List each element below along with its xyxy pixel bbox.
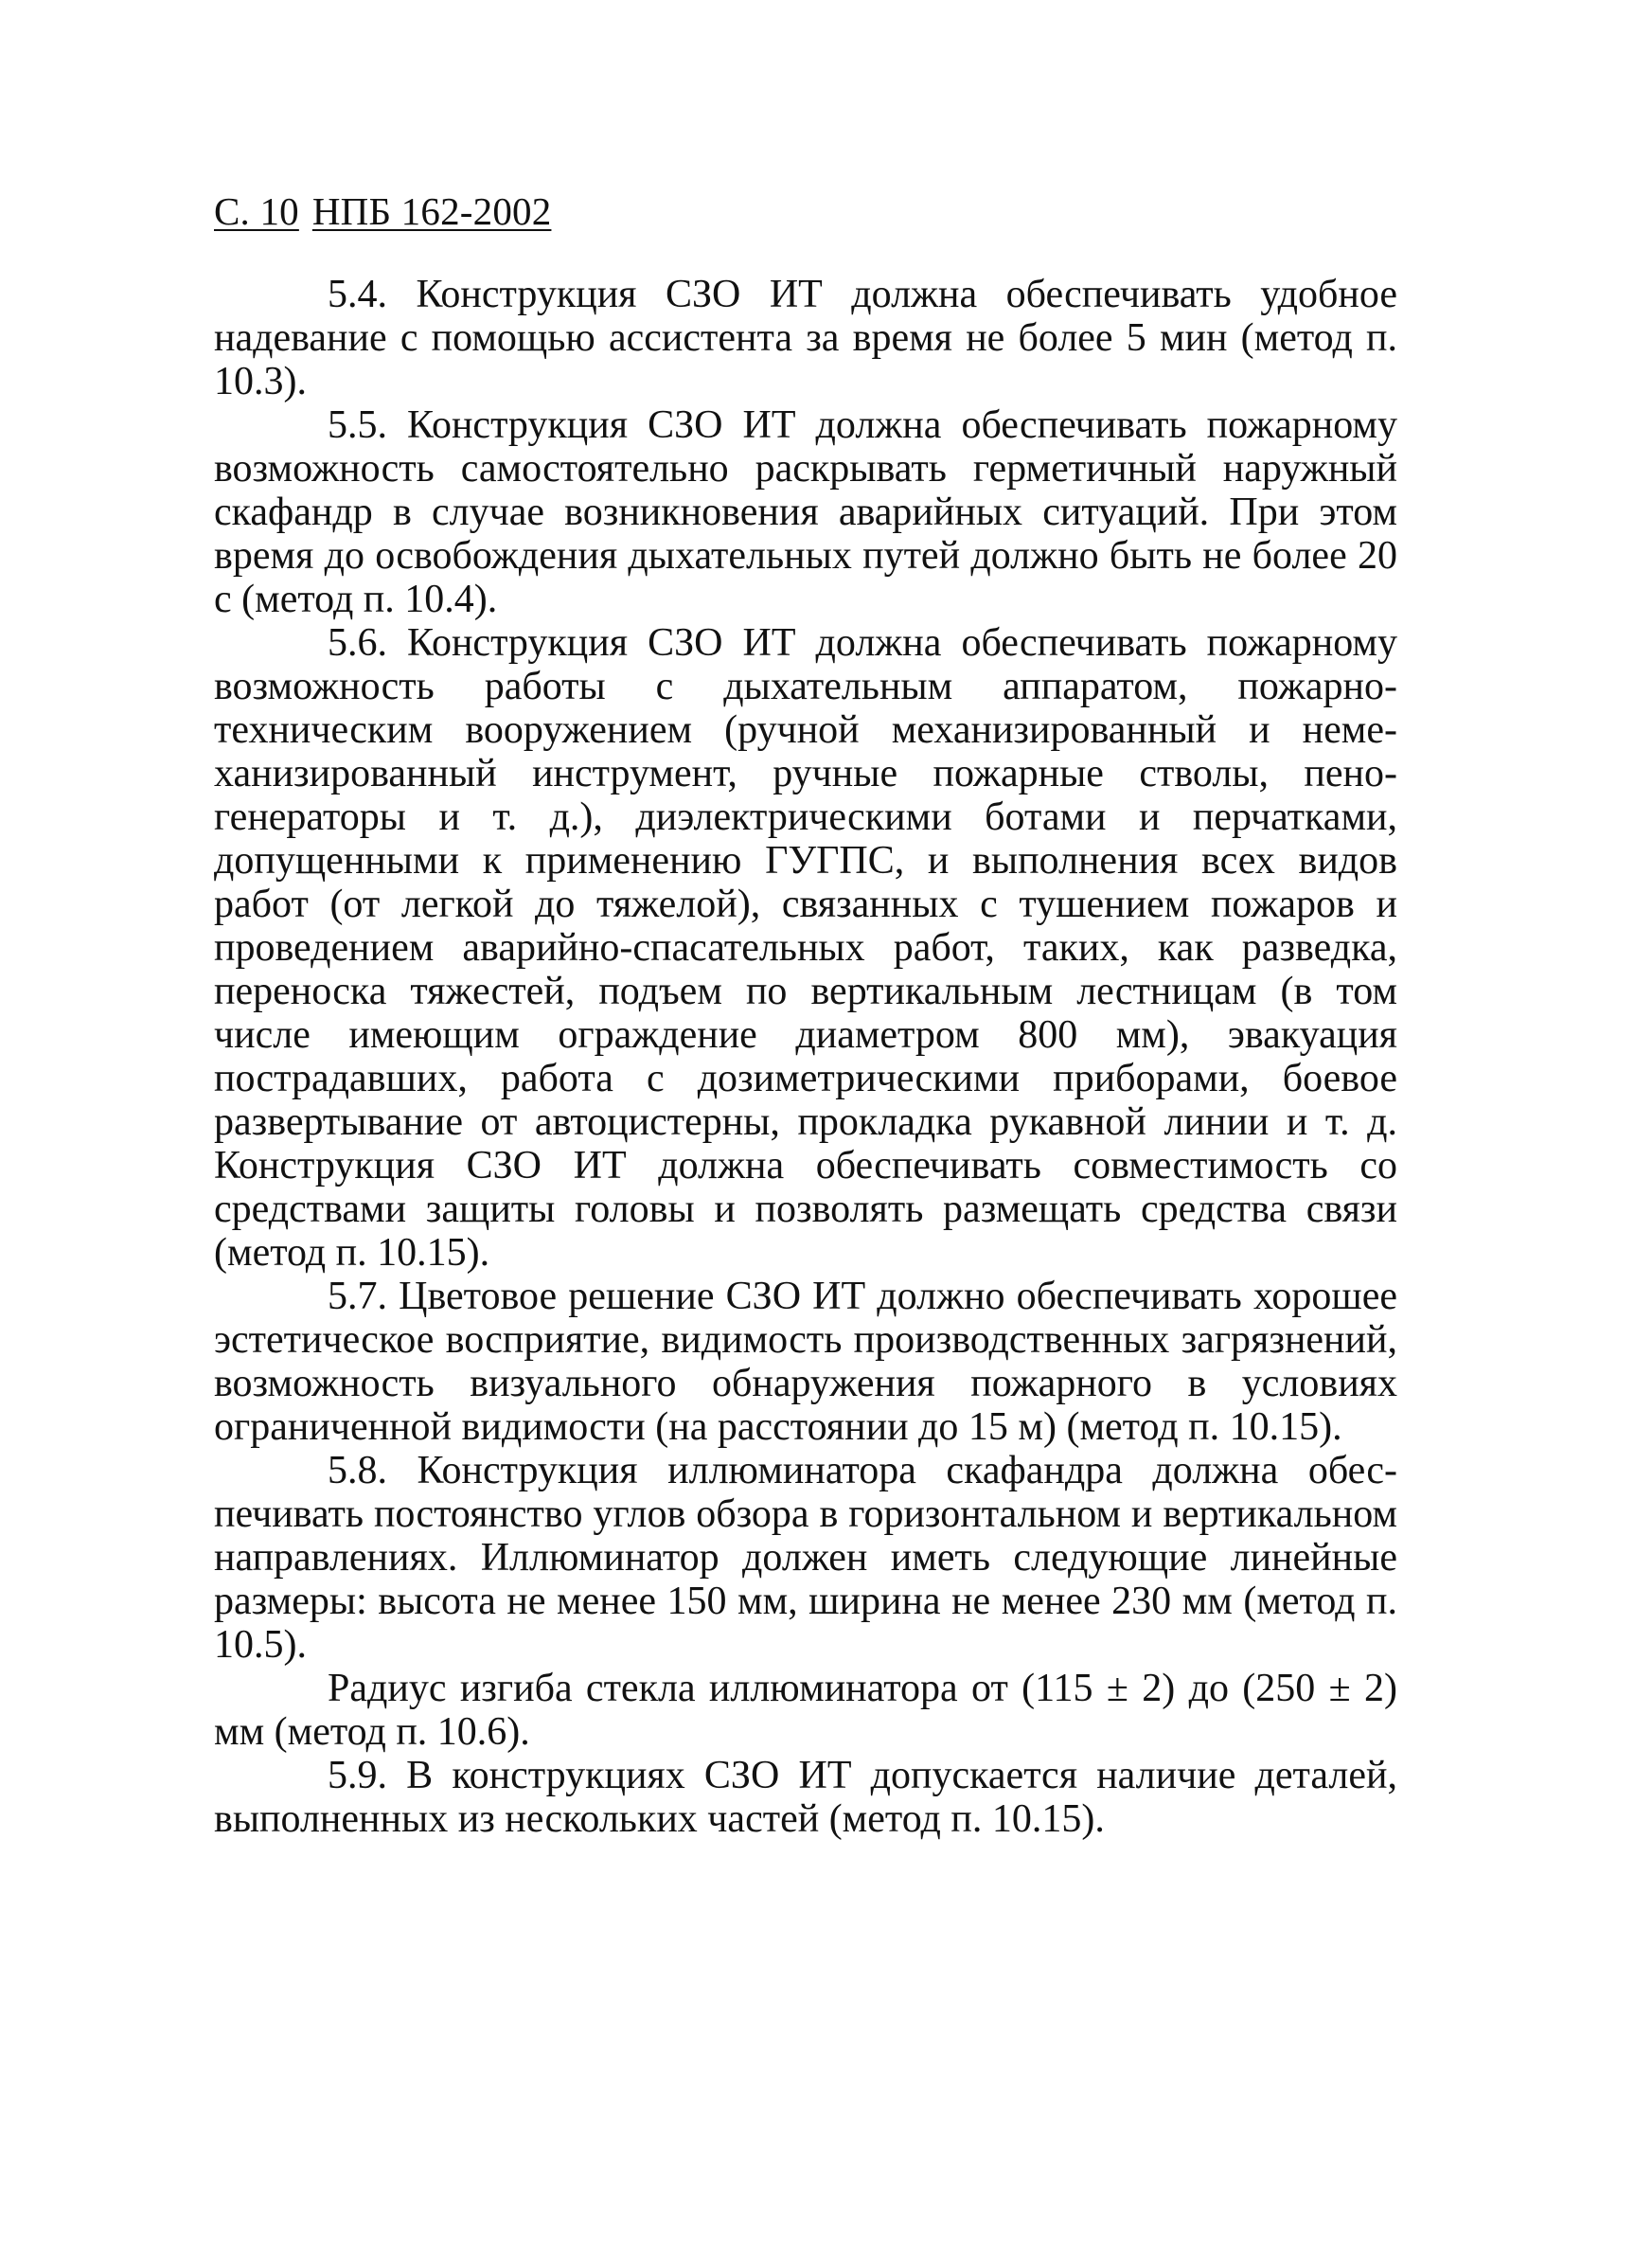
paragraph-5-8: 5.8. Конструкция иллюминатора скафандра должна обеспечивать постоянство углов обзора в горизонтальном и вертикальном направлениях. Иллюминатор должен иметь следующие линейные размеры: высота не менее 150 мм, ширина не менее 230 мм (метод п. 10.5). <box>214 1449 1397 1667</box>
paragraph-5-6: 5.6. Конструкция СЗО ИТ должна обеспечивать пожарному возможность работы с дыхательным аппаратом, пожарнотехническим вооружением (ручной механизированный и немеханизированный инструмент, ручные пожарные стволы, пеногенераторы и т. д.), диэлектрическими ботами и перчатками, допущенными к применению ГУГПС, и выполнения всех видов работ (от легкой до тяжелой), связанных с тушением пожаров и проведением аварийно-спасательных работ, таких, как разведка, переноска тяжестей, подъем по вертикальным лестницам (в том числе имеющим ограждение диаметром 800 мм), эвакуация пострадавших, работа с дозиметрическими приборами, боевое развертывание от автоцистерны, прокладка рукавной линии и т. д. Конструкция СЗО ИТ должна обеспечивать совместимость со средствами защиты головы и позволять размещать средства связи (метод п. 10.15). <box>214 621 1397 1275</box>
paragraph-radius: Радиус изгиба стекла иллюминатора от (115 ± 2) до (250 ± 2) мм (метод п. 10.6). <box>214 1667 1397 1754</box>
document-body <box>214 273 1397 1841</box>
page-header <box>214 188 551 235</box>
page-number: С. 10 <box>214 189 299 233</box>
paragraph-5-4: 5.4. Конструкция СЗО ИТ должна обеспечивать удобное надевание с помощью ассистента за время не более 5 мин (метод п. 10.3). <box>214 273 1397 403</box>
paragraph-5-5: 5.5. Конструкция СЗО ИТ должна обеспечивать пожарному возможность самостоятельно раскрывать герметичный наружный скафандр в случае возникновения аварийных ситуаций. При этом время до освобождения дыхательных путей должно быть не более 20 с (метод п. 10.4). <box>214 403 1397 621</box>
document-code: НПБ 162-2002 <box>311 189 552 233</box>
paragraph-5-9: 5.9. В конструкциях СЗО ИТ допускается наличие деталей, выполненных из нескольких частей (метод п. 10.15). <box>214 1754 1397 1841</box>
paragraph-5-7: 5.7. Цветовое решение СЗО ИТ должно обеспечивать хорошее эстетическое восприятие, видимость производственных загрязнений, возможность визуального обнаружения пожарного в условиях ограниченной видимости (на расстоянии до 15 м) (метод п. 10.15). <box>214 1275 1397 1449</box>
